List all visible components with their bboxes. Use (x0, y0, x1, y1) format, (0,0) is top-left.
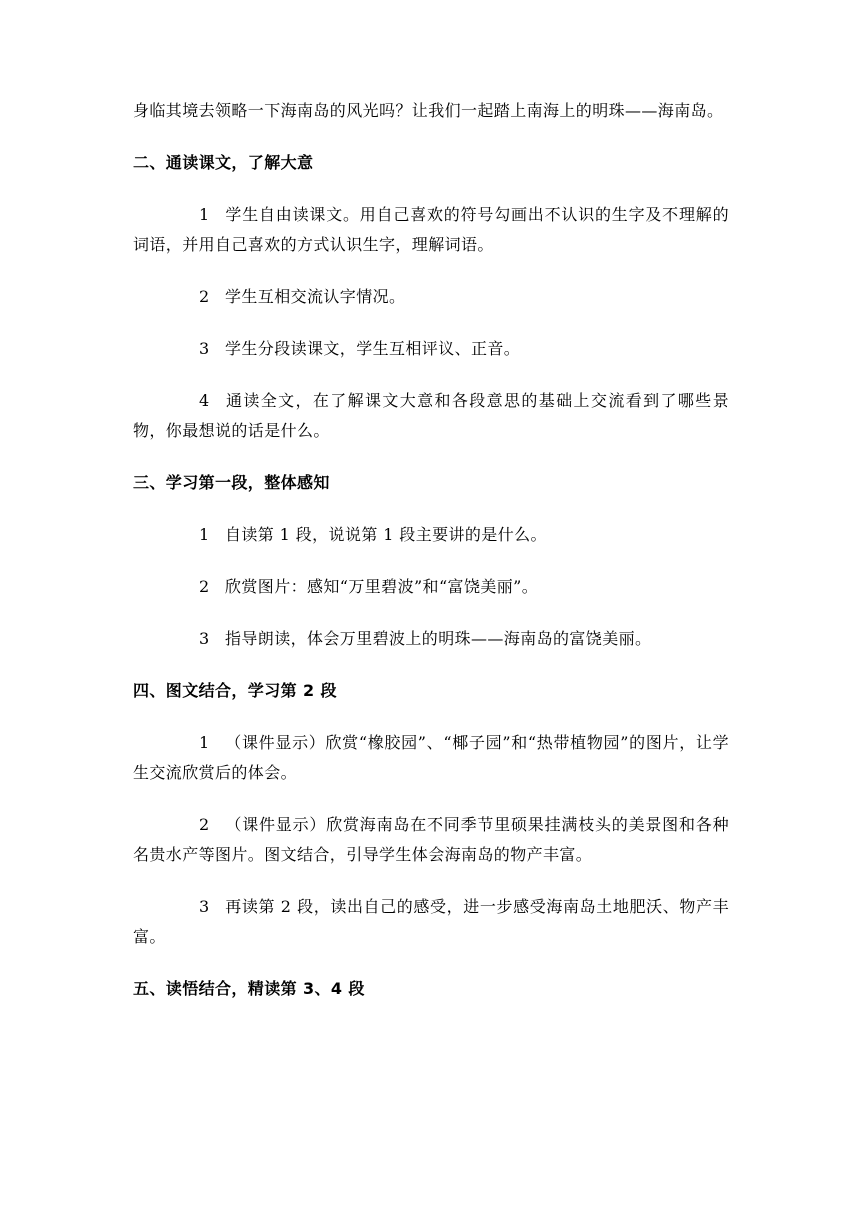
list-item (133, 810, 729, 870)
section-heading: 五、读悟结合，精读第 3、4 段 (133, 979, 365, 998)
list-item (133, 892, 729, 952)
list-item (133, 624, 729, 654)
item-number: 1 (199, 205, 210, 224)
item-number: 3 (199, 339, 210, 358)
list-item (133, 282, 729, 312)
item-text: 自读第 1 段，说说第 1 段主要讲的是什么。 (225, 525, 547, 544)
list-item (133, 572, 729, 602)
item-number: 3 (199, 629, 210, 648)
item-text: 学生分段读课文，学生互相评议、正音。 (225, 339, 521, 358)
item-text: 欣赏图片：感知“万里碧波”和“富饶美丽”。 (225, 577, 539, 596)
list-item (133, 728, 729, 788)
list-item (133, 200, 729, 260)
item-number: 4 (199, 391, 210, 410)
item-text: （课件显示）欣赏“橡胶园”、“椰子园”和“热带植物园”的图片，让学生交流欣赏后的体会。 (133, 733, 729, 782)
list-item (133, 334, 729, 364)
item-number: 3 (199, 897, 210, 916)
list-item (133, 520, 729, 550)
item-text: （课件显示）欣赏海南岛在不同季节里硕果挂满枝头的美景图和各种名贵水产等图片。图文结合，引导学生体会海南岛的物产丰富。 (133, 815, 729, 864)
item-text: 指导朗读，体会万里碧波上的明珠——海南岛的富饶美丽。 (225, 629, 652, 648)
section-heading: 三、学习第一段，整体感知 (133, 473, 330, 492)
section-heading: 二、通读课文，了解大意 (133, 153, 314, 172)
item-number: 2 (199, 577, 210, 596)
item-number: 2 (199, 287, 210, 306)
intro-paragraph: 身临其境去领略一下海南岛的风光吗？让我们一起踏上南海上的明珠——海南岛。 (133, 101, 724, 120)
list-item (133, 386, 729, 446)
document-body (133, 96, 729, 1026)
section-heading: 四、图文结合，学习第 2 段 (133, 681, 337, 700)
item-number: 1 (199, 525, 210, 544)
item-number: 1 (199, 733, 210, 752)
item-text: 再读第 2 段，读出自己的感受，进一步感受海南岛土地肥沃、物产丰富。 (133, 897, 729, 946)
item-text: 学生互相交流认字情况。 (225, 287, 406, 306)
item-number: 2 (199, 815, 210, 834)
item-text: 学生自由读课文。用自己喜欢的符号勾画出不认识的生字及不理解的词语，并用自己喜欢的方式认识生字，理解词语。 (133, 205, 729, 254)
item-text: 通读全文，在了解课文大意和各段意思的基础上交流看到了哪些景物，你最想说的话是什么。 (133, 391, 729, 440)
